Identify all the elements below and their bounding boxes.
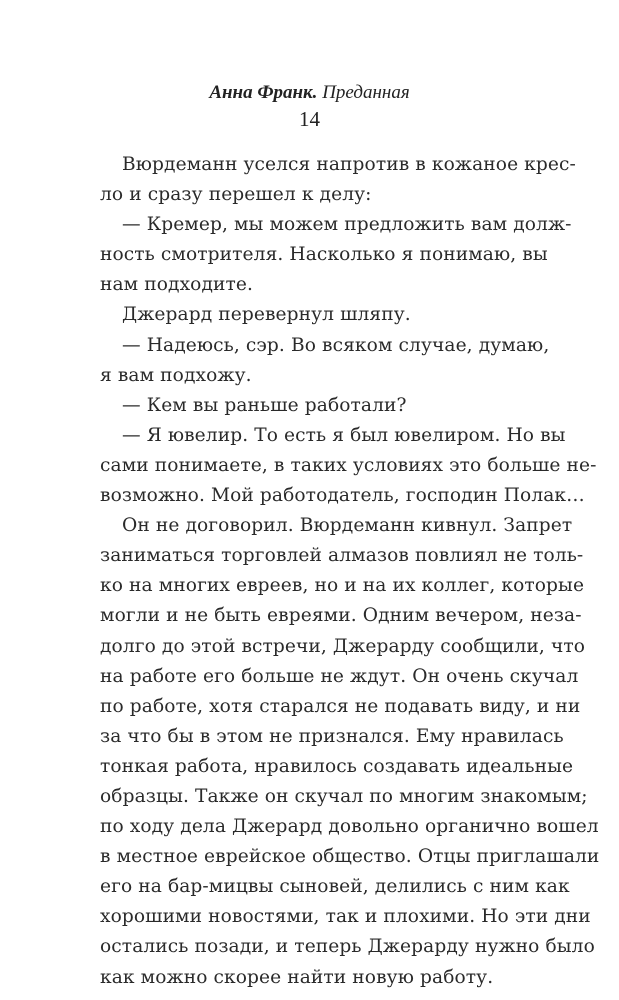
text-line: заниматься торговлей алмазов повлиял не толь- <box>100 545 584 567</box>
page-number: 14 <box>299 107 320 131</box>
text-line: остались позади, и теперь Джерарду нужно было <box>100 936 595 958</box>
text-line: ло и сразу перешел к делу: <box>100 184 372 206</box>
text-line: по ходу дела Джерард довольно органично вошел <box>100 816 599 838</box>
text-line: его на бар-мицвы сыновей, делились с ним как <box>100 876 570 898</box>
text-line: ность смотрителя. Насколько я понимаю, вы <box>100 244 548 266</box>
text-line: образцы. Также он скучал по многим знакомым; <box>100 785 588 807</box>
text-line: долго до этой встречи, Джерарду сообщили, что <box>100 635 586 657</box>
text-line: на работе его больше не ждут. Он очень скучал <box>100 665 579 687</box>
text-line: — Кремер, мы можем предложить вам долж- <box>122 214 572 236</box>
text-line: я вам подхожу. <box>100 364 252 386</box>
text-line: сами понимаете, в таких условиях это больше не- <box>100 454 597 476</box>
running-title-book: Преданная <box>322 82 410 103</box>
text-line: — Надеюсь, сэр. Во всяком случае, думаю, <box>122 334 550 356</box>
text-line: ко на многих евреев, но и на их коллег, которые <box>100 575 585 597</box>
running-title <box>0 82 619 104</box>
text-line: хорошими новостями, так и плохими. Но эти дни <box>100 906 591 928</box>
text-line: тонкая работа, нравилось создавать идеальные <box>100 755 574 777</box>
running-title-author: Анна Франк. <box>209 82 318 103</box>
text-line: возможно. Мой работодатель, господин Полак… <box>100 485 585 507</box>
text-line: — Я ювелир. То есть я был ювелиром. Но вы <box>122 424 566 446</box>
body-text <box>100 150 600 993</box>
text-line: Вюрдеманн уселся напротив в кожаное крес- <box>122 154 576 175</box>
text-line: Он не договорил. Вюрдеманн кивнул. Запрет <box>122 515 573 537</box>
text-line: Джерард перевернул шляпу. <box>122 304 411 326</box>
text-line: как можно скорее найти новую работу. <box>100 966 494 988</box>
text-line: могли и не быть евреями. Одним вечером, неза- <box>100 605 582 627</box>
text-line: по работе, хотя старался не подавать виду, и ни <box>100 695 581 717</box>
text-line: нам подходите. <box>100 274 254 296</box>
text-line: за что бы в этом не признался. Ему нравилась <box>100 725 564 747</box>
text-line: в местное еврейское общество. Отцы приглашали <box>100 846 600 868</box>
page-header <box>0 82 619 132</box>
text-line: — Кем вы раньше работали? <box>122 394 407 416</box>
